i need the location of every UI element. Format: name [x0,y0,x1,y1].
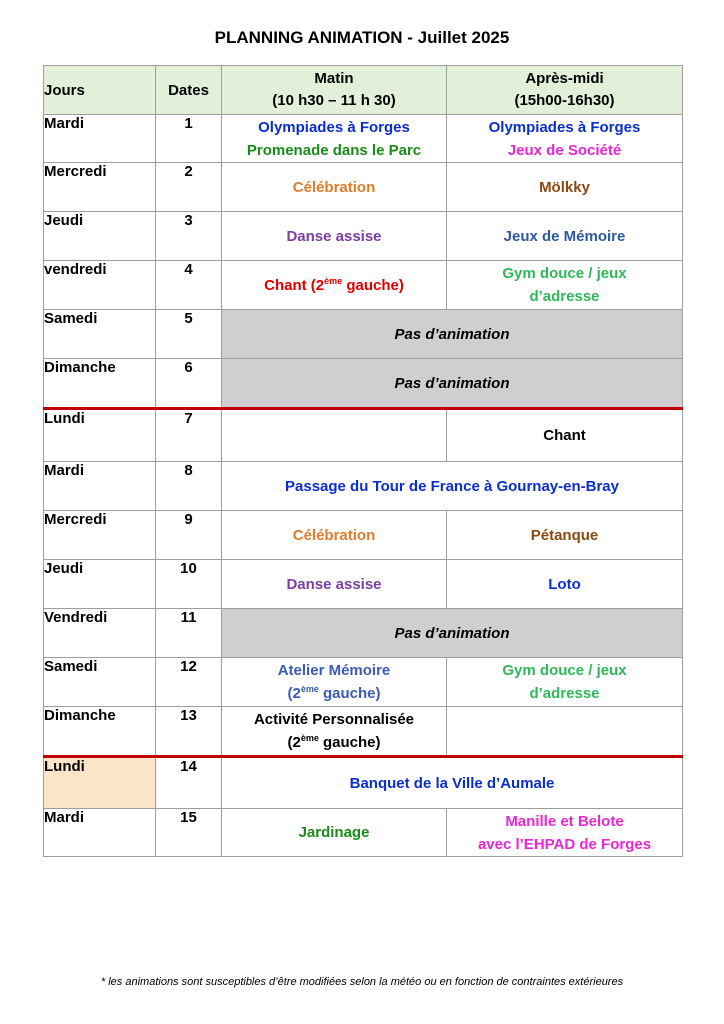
header-matin-hours: (10 h30 – 11 h 30) [272,92,396,109]
table-row [44,511,683,560]
row-morning: Jardinage [222,809,447,857]
row-date: 1 [156,115,222,163]
table-row [44,707,683,757]
row-day: Mardi [44,462,156,511]
no-activity-cell: Pas d’animation [222,310,683,359]
row-morning: Célébration [222,511,447,560]
row-date: 4 [156,261,222,310]
row-afternoon [447,115,683,163]
row-afternoon: Jeux de Mémoire [447,212,683,261]
row-day: Dimanche [44,359,156,409]
row-date: 9 [156,511,222,560]
header-dates: Dates [156,66,222,115]
no-activity-cell: Pas d’animation [222,609,683,658]
row-date: 3 [156,212,222,261]
table-row [44,462,683,511]
activity-text: Manille et Belote [505,812,624,830]
row-day: Dimanche [44,707,156,757]
table-row [44,658,683,707]
activity-text: d’adresse [529,685,600,702]
activity-text: Gym douce / jeux [502,265,627,282]
activity-subtext [222,682,446,705]
table-row [44,115,683,163]
row-morning [222,658,447,707]
activity-text: Activité Personnalisée [253,711,415,728]
header-apres-midi [447,66,683,115]
row-morning [222,707,447,757]
activity-text: Jeux de Société [507,141,622,159]
header-jours: Jours [44,66,156,115]
table-row [44,359,683,409]
row-date: 2 [156,163,222,212]
activity-text: gauche) [342,276,404,294]
row-date: 5 [156,310,222,359]
table-header-row [44,66,683,115]
table-row [44,163,683,212]
row-morning: Célébration [222,163,447,212]
row-date: 7 [156,409,222,462]
row-day: Lundi [44,757,156,809]
row-day: Mercredi [44,163,156,212]
table-row [44,212,683,261]
row-date: 6 [156,359,222,409]
header-apres-midi-label: Après-midi [525,70,604,87]
header-apres-midi-hours: (15h00-16h30) [514,92,615,109]
row-day: Vendredi [44,609,156,658]
row-day: Mardi [44,115,156,163]
row-date: 11 [156,609,222,658]
table-row [44,261,683,310]
table-row [44,560,683,609]
row-date: 14 [156,757,222,809]
row-afternoon [447,707,683,757]
page-title: PLANNING ANIMATION - Juillet 2025 [214,28,510,47]
table-row [44,310,683,359]
row-morning [222,409,447,462]
row-afternoon: Pétanque [447,511,683,560]
activity-text: Atelier Mémoire [277,662,391,679]
activity-text: Chant (2 [264,276,325,294]
row-morning: Danse assise [222,560,447,609]
activity-text: gauche) [318,685,381,702]
row-day: Jeudi [44,212,156,261]
row-date: 8 [156,462,222,511]
row-day: Jeudi [44,560,156,609]
superscript-text: ème [300,684,319,694]
row-afternoon: Chant [447,409,683,462]
row-afternoon [447,261,683,310]
row-afternoon [447,809,683,857]
row-day: Samedi [44,658,156,707]
full-day-activity: Banquet de la Ville d’Aumale [222,757,683,809]
table-row [44,809,683,857]
row-afternoon: Loto [447,560,683,609]
activity-subtext [222,731,446,754]
no-activity-cell: Pas d’animation [222,359,683,409]
activity-text: Olympiades à Forges [258,118,410,136]
row-day: Samedi [44,310,156,359]
activity-text: d’adresse [529,288,600,305]
table-row [44,609,683,658]
activity-text: Gym douce / jeux [502,662,627,679]
activity-text: Olympiades à Forges [488,118,641,136]
superscript-text: ème [324,275,343,286]
row-date: 15 [156,809,222,857]
row-date: 13 [156,707,222,757]
table-row [44,757,683,809]
row-day: Mercredi [44,511,156,560]
row-day: vendredi [44,261,156,310]
row-afternoon: Mölkky [447,163,683,212]
table-row [44,409,683,462]
row-day: Mardi [44,809,156,857]
row-day: Lundi [44,409,156,462]
activity-text: gauche) [318,734,381,751]
full-day-activity: Passage du Tour de France à Gournay-en-Bray [222,462,683,511]
activity-text: avec l’EHPAD de Forges [477,835,652,853]
planning-table [43,65,683,857]
footnote: * les animations sont susceptibles d’être modifiées selon la météo ou en fonction de contraintes extérieures [100,976,624,988]
row-afternoon [447,658,683,707]
activity-text: Promenade dans le Parc [246,141,422,159]
superscript-text: ème [300,733,319,743]
row-date: 10 [156,560,222,609]
row-morning [222,115,447,163]
row-morning: Danse assise [222,212,447,261]
header-matin [222,66,447,115]
row-date: 12 [156,658,222,707]
activity-text: (2 [287,685,301,702]
row-morning [222,261,447,310]
activity-text: (2 [287,734,301,751]
header-matin-label: Matin [314,70,354,87]
